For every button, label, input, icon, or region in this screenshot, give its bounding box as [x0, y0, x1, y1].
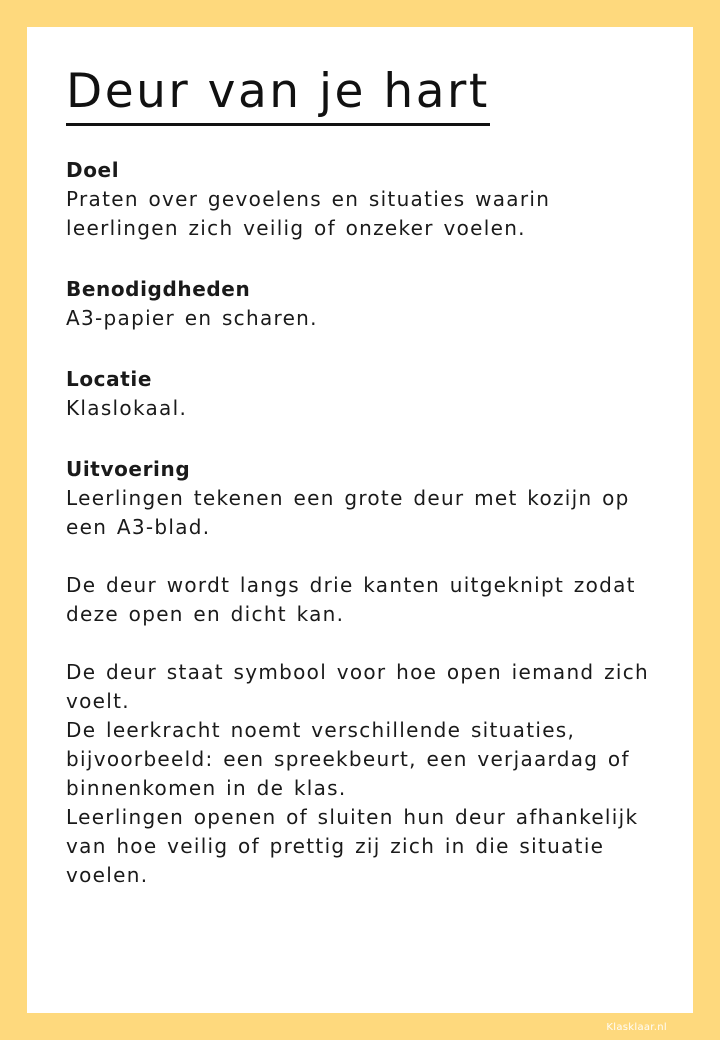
section-text-benodigdheden: A3-papier en scharen.: [66, 306, 318, 330]
section-heading-benodigdheden: Benodigdheden: [66, 277, 251, 301]
activity-card: [27, 27, 693, 1013]
page-title: Deur van je hart: [66, 63, 490, 126]
section-text-doel: Praten over gevoelens en situaties waarin leerlingen zich veilig of onzeker voelen.: [66, 187, 551, 240]
section-heading-locatie: Locatie: [66, 367, 153, 391]
section-benodigdheden: [66, 275, 666, 333]
section-text-uitvoering-3: De deur staat symbool voor hoe open iemand zich voelt.: [66, 660, 649, 713]
section-uitvoering: [66, 455, 666, 890]
section-text-uitvoering-4: De leerkracht noemt verschillende situaties, bijvoorbeeld: een spreekbeurt, een verjaardag of binnenkomen in de klas.: [66, 718, 630, 800]
section-text-locatie: Klaslokaal.: [66, 396, 188, 420]
watermark: Klasklaar.nl: [606, 1022, 667, 1033]
section-text-uitvoering-2: De deur wordt langs drie kanten uitgeknipt zodat deze open en dicht kan.: [66, 573, 636, 626]
section-heading-doel: Doel: [66, 158, 120, 182]
section-text-uitvoering-1: Leerlingen tekenen een grote deur met kozijn op een A3-blad.: [66, 486, 630, 539]
section-locatie: [66, 365, 666, 423]
card-content: [66, 63, 666, 890]
section-heading-uitvoering: Uitvoering: [66, 457, 191, 481]
section-text-uitvoering-5: Leerlingen openen of sluiten hun deur afhankelijk van hoe veilig of prettig zij zich in die situatie voelen.: [66, 805, 639, 887]
section-doel: [66, 156, 666, 243]
